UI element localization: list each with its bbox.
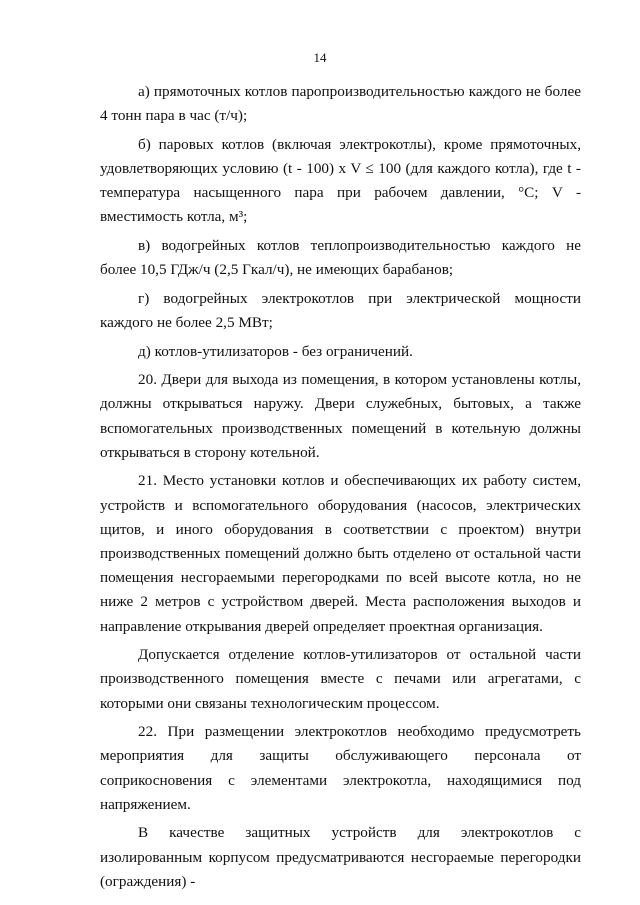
paragraph-20: 20. Двери для выхода из помещения, в котором установлены котлы, должны открываться наружу. Двери служебных, бытовых, а также вспомогательных производственных помещений в котельную должны открываться в сторону котельной.: [100, 371, 581, 461]
paragraph-v: в) водогрейных котлов теплопроизводительностью каждого не более 10,5 ГДж/ч (2,5 Гкал/ч), не имеющих барабанов;: [100, 237, 581, 279]
page-number: 14: [313, 50, 327, 65]
body-text: [100, 80, 581, 898]
paragraph-d: д) котлов-утилизаторов - без ограничений.: [138, 342, 413, 360]
paragraph-b: б) паровых котлов (включая электрокотлы), кроме прямоточных, удовлетворяющих условию (t - 100) x V ≤ 100 (для каждого котла), где t - температура насыщенного пара при рабочем давлении, °С; V - вместимость котла, м³;: [100, 135, 581, 226]
paragraph-21-note: Допускается отделение котлов-утилизаторов от остальной части производственного помещения вместе с печами или агрегатами, с которыми они связаны технологическим процессом.: [100, 646, 581, 712]
paragraph-22: 22. При размещении электрокотлов необходимо предусмотреть мероприятия для защиты обслуживающего персонала от соприкосновения с элементами электрокотла, находящимися под напряжением.: [100, 723, 581, 813]
paragraph-g: г) водогрейных электрокотлов при электрической мощности каждого не более 2,5 МВт;: [100, 289, 581, 331]
paragraph-22-protection: В качестве защитных устройств для электрокотлов с изолированным корпусом предусматриваются несгораемые перегородки (ограждения) -: [100, 824, 581, 890]
paragraph-21: 21. Место установки котлов и обеспечивающих их работу систем, устройств и вспомогательного оборудования (насосов, электрических щитов, и иного оборудования в соответствии с проектом) внутри производственных помещений должно быть отделено от остальной части помещения несгораемыми перегородками по всей высоте котла, но не ниже 2 метров с устройством дверей. Места расположения выходов и направление открывания дверей определяет проектная организация.: [100, 472, 581, 635]
paragraph-a: а) прямоточных котлов паропроизводительностью каждого не более 4 тонн пара в час (т/ч);: [100, 83, 581, 125]
